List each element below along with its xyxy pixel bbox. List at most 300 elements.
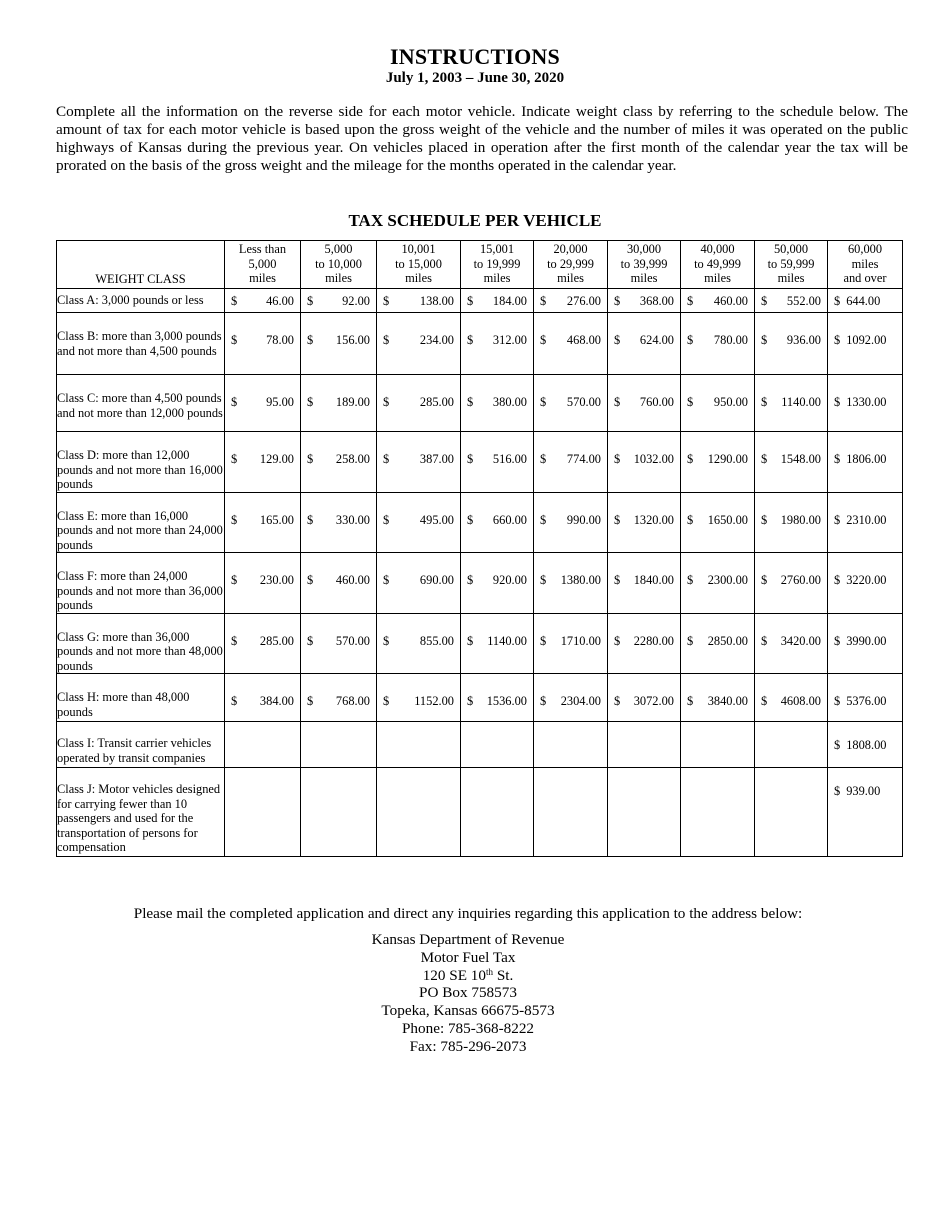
tax-amount: 760.00 bbox=[639, 395, 674, 409]
mileage-header-line: miles bbox=[777, 271, 805, 285]
currency-symbol: $ bbox=[614, 633, 621, 648]
currency-symbol: $ bbox=[231, 333, 238, 347]
tax-cell bbox=[377, 722, 461, 768]
tax-amount: 774.00 bbox=[566, 452, 601, 466]
currency-symbol: $ bbox=[383, 395, 390, 409]
mileage-header-line: 60,000 bbox=[847, 242, 883, 256]
tax-amount: 276.00 bbox=[566, 294, 601, 308]
tax-amount: 1840.00 bbox=[633, 573, 674, 587]
table-row bbox=[57, 432, 903, 493]
mail-notice: Please mail the completed application and direct any inquiries regarding this application to the address below: bbox=[133, 905, 803, 922]
mileage-header-line: miles bbox=[249, 271, 276, 285]
tax-cell bbox=[534, 492, 608, 553]
currency-symbol: $ bbox=[231, 395, 238, 409]
currency-symbol: $ bbox=[687, 694, 694, 708]
mileage-header-line: to 59,999 bbox=[767, 256, 815, 271]
tax-cell bbox=[828, 613, 903, 674]
tax-cell bbox=[534, 613, 608, 674]
tax-cell bbox=[534, 674, 608, 722]
tax-amount: 495.00 bbox=[419, 512, 454, 527]
tax-cell bbox=[301, 375, 377, 432]
weight-class-label bbox=[57, 674, 225, 722]
tax-cell bbox=[755, 613, 828, 674]
mileage-header-line: 5,000 bbox=[324, 242, 353, 256]
tax-amount: 939.00 bbox=[846, 784, 881, 798]
tax-cell bbox=[828, 768, 903, 857]
tax-cell bbox=[377, 674, 461, 722]
tax-amount: 780.00 bbox=[713, 333, 748, 347]
tax-amount: 3420.00 bbox=[780, 633, 821, 648]
tax-amount: 624.00 bbox=[639, 333, 674, 347]
tax-cell bbox=[608, 492, 681, 553]
currency-symbol: $ bbox=[761, 395, 768, 409]
tax-cell bbox=[534, 289, 608, 313]
mileage-header-9 bbox=[828, 241, 903, 289]
weight-class-label bbox=[57, 432, 225, 493]
currency-symbol: $ bbox=[540, 694, 547, 708]
currency-symbol: $ bbox=[383, 452, 390, 466]
weight-class-text: Class A: 3,000 pounds or less bbox=[57, 293, 204, 307]
tax-cell bbox=[534, 722, 608, 768]
currency-symbol: $ bbox=[540, 573, 547, 587]
currency-symbol: $ bbox=[614, 573, 621, 587]
mileage-header-line: Less than bbox=[238, 242, 287, 256]
tax-amount: 285.00 bbox=[419, 395, 454, 409]
weight-class-text: Class F: more than 24,000 pounds and not more than 36,000 pounds bbox=[57, 569, 223, 612]
currency-symbol: $ bbox=[383, 294, 390, 308]
tax-cell bbox=[225, 613, 301, 674]
currency-symbol: $ bbox=[761, 512, 768, 527]
currency-symbol: $ bbox=[231, 512, 238, 527]
currency-symbol: $ bbox=[467, 333, 474, 347]
tax-cell bbox=[681, 613, 755, 674]
currency-symbol: $ bbox=[467, 512, 474, 527]
currency-symbol: $ bbox=[687, 512, 694, 527]
currency-symbol: $ bbox=[834, 738, 841, 752]
currency-symbol: $ bbox=[834, 294, 841, 308]
currency-symbol: $ bbox=[614, 694, 621, 708]
tax-cell bbox=[681, 375, 755, 432]
tax-cell bbox=[377, 289, 461, 313]
tax-amount: 1140.00 bbox=[781, 395, 821, 409]
tax-cell bbox=[681, 553, 755, 614]
tax-cell bbox=[301, 313, 377, 375]
currency-symbol: $ bbox=[834, 395, 841, 409]
table-row bbox=[57, 768, 903, 857]
tax-amount: 570.00 bbox=[566, 395, 601, 409]
currency-symbol: $ bbox=[687, 452, 694, 466]
tax-cell bbox=[681, 768, 755, 857]
tax-cell bbox=[681, 674, 755, 722]
tax-amount: 1290.00 bbox=[707, 452, 748, 466]
tax-amount: 3220.00 bbox=[846, 573, 887, 587]
mileage-header-line: 5,000 bbox=[248, 256, 277, 271]
mileage-header-8 bbox=[755, 241, 828, 289]
tax-cell bbox=[755, 722, 828, 768]
tax-amount: 570.00 bbox=[335, 633, 370, 648]
currency-symbol: $ bbox=[307, 633, 314, 648]
table-row bbox=[57, 492, 903, 553]
tax-cell bbox=[225, 768, 301, 857]
tax-amount: 234.00 bbox=[419, 333, 454, 347]
tax-amount: 384.00 bbox=[259, 694, 294, 708]
tax-amount: 78.00 bbox=[266, 333, 294, 347]
tax-cell bbox=[461, 553, 534, 614]
tax-cell bbox=[377, 313, 461, 375]
tax-cell bbox=[755, 492, 828, 553]
tax-amount: 460.00 bbox=[335, 573, 370, 587]
table-row bbox=[57, 289, 903, 313]
weight-class-label bbox=[57, 313, 225, 375]
tax-cell bbox=[534, 375, 608, 432]
tax-cell bbox=[608, 768, 681, 857]
mileage-header-line: miles bbox=[405, 271, 432, 285]
tax-cell bbox=[755, 289, 828, 313]
currency-symbol: $ bbox=[467, 633, 474, 648]
tax-cell bbox=[534, 768, 608, 857]
weight-class-text: Class I: Transit carrier vehicles operated by transit companies bbox=[57, 736, 212, 765]
tax-cell bbox=[301, 553, 377, 614]
tax-cell bbox=[461, 492, 534, 553]
tax-amount: 1140.00 bbox=[487, 633, 527, 648]
mileage-header-line: to 19,999 bbox=[473, 256, 521, 271]
weight-class-label bbox=[57, 613, 225, 674]
mileage-header-line: and over bbox=[843, 271, 887, 285]
currency-symbol: $ bbox=[761, 694, 768, 708]
currency-symbol: $ bbox=[307, 452, 314, 466]
tax-amount: 1806.00 bbox=[846, 452, 887, 466]
tax-amount: 1092.00 bbox=[846, 333, 887, 347]
tax-cell bbox=[755, 432, 828, 493]
tax-amount: 1650.00 bbox=[707, 512, 748, 527]
tax-cell bbox=[828, 553, 903, 614]
street-number: 120 SE 10 bbox=[422, 966, 486, 984]
tax-cell bbox=[608, 289, 681, 313]
tax-amount: 920.00 bbox=[492, 573, 527, 587]
mileage-header-line: 50,000 bbox=[773, 242, 809, 256]
currency-symbol: $ bbox=[540, 395, 547, 409]
currency-symbol: $ bbox=[614, 294, 621, 308]
tax-cell bbox=[534, 432, 608, 493]
address-line-pobox: PO Box 758573 bbox=[419, 984, 517, 1002]
tax-amount: 1152.00 bbox=[414, 694, 454, 708]
mileage-header-line: 20,000 bbox=[553, 242, 588, 256]
mileage-header-line: to 49,999 bbox=[694, 256, 741, 271]
tax-cell bbox=[301, 289, 377, 313]
tax-cell bbox=[828, 722, 903, 768]
currency-symbol: $ bbox=[761, 294, 768, 308]
table-row bbox=[57, 313, 903, 375]
currency-symbol: $ bbox=[540, 512, 547, 527]
tax-cell bbox=[301, 492, 377, 553]
currency-symbol: $ bbox=[383, 694, 390, 708]
tax-amount: 936.00 bbox=[786, 333, 821, 347]
weight-class-text: Class G: more than 36,000 pounds and not more than 48,000 pounds bbox=[57, 629, 223, 673]
tax-cell bbox=[377, 375, 461, 432]
tax-amount: 380.00 bbox=[492, 395, 527, 409]
tax-amount: 1320.00 bbox=[633, 512, 674, 527]
mileage-header-5 bbox=[534, 241, 608, 289]
tax-cell bbox=[681, 722, 755, 768]
weight-class-text: Class D: more than 12,000 pounds and not more than 16,000 pounds bbox=[57, 448, 223, 491]
weight-class-header: WEIGHT CLASS bbox=[57, 241, 225, 289]
table-row bbox=[57, 375, 903, 432]
tax-amount: 165.00 bbox=[259, 512, 294, 527]
address-line-phone: Phone: 785-368-8222 bbox=[401, 1019, 535, 1037]
mileage-header-line: to 10,000 bbox=[315, 256, 362, 271]
address-line-fax: Fax: 785-296-2073 bbox=[409, 1037, 527, 1055]
tax-cell bbox=[681, 289, 755, 313]
tax-cell bbox=[461, 375, 534, 432]
weight-class-text: Class J: Motor vehicles designed for carrying fewer than 10 passengers and used for the transportation of persons for compensation bbox=[57, 782, 221, 854]
currency-symbol: $ bbox=[687, 333, 694, 347]
mileage-header-line: to 29,999 bbox=[547, 256, 594, 271]
tax-schedule-table bbox=[56, 240, 903, 857]
page-title: INSTRUCTIONS bbox=[390, 44, 560, 69]
tax-amount: 92.00 bbox=[342, 294, 370, 308]
tax-amount: 312.00 bbox=[492, 333, 527, 347]
tax-amount: 3072.00 bbox=[633, 694, 674, 708]
tax-amount: 1548.00 bbox=[780, 452, 821, 466]
tax-amount: 1980.00 bbox=[780, 512, 821, 527]
tax-amount: 2300.00 bbox=[707, 573, 748, 587]
tax-cell bbox=[225, 289, 301, 313]
mileage-header-6 bbox=[608, 241, 681, 289]
mileage-header-4 bbox=[461, 241, 534, 289]
currency-symbol: $ bbox=[307, 694, 314, 708]
tax-cell bbox=[755, 768, 828, 857]
weight-class-text: Class B: more than 3,000 pounds and not more than 4,500 pounds bbox=[57, 329, 222, 358]
currency-symbol: $ bbox=[687, 294, 694, 308]
currency-symbol: $ bbox=[614, 452, 621, 466]
tax-cell bbox=[377, 768, 461, 857]
tax-cell bbox=[301, 722, 377, 768]
tax-cell bbox=[534, 313, 608, 375]
currency-symbol: $ bbox=[540, 333, 547, 347]
tax-amount: 3990.00 bbox=[846, 633, 887, 648]
table-header-row bbox=[57, 241, 903, 289]
mileage-header-line: miles bbox=[325, 271, 352, 285]
tax-cell bbox=[301, 432, 377, 493]
currency-symbol: $ bbox=[231, 452, 238, 466]
tax-cell bbox=[225, 375, 301, 432]
currency-symbol: $ bbox=[614, 395, 621, 409]
tax-cell bbox=[755, 313, 828, 375]
tax-amount: 230.00 bbox=[259, 573, 294, 587]
currency-symbol: $ bbox=[540, 633, 547, 648]
tax-cell bbox=[608, 313, 681, 375]
tax-cell bbox=[461, 289, 534, 313]
currency-symbol: $ bbox=[834, 512, 841, 527]
currency-symbol: $ bbox=[834, 784, 841, 798]
mileage-header-2 bbox=[301, 241, 377, 289]
currency-symbol: $ bbox=[307, 333, 314, 347]
mileage-header-line: miles bbox=[704, 271, 731, 285]
tax-cell bbox=[225, 553, 301, 614]
tax-amount: 156.00 bbox=[335, 333, 370, 347]
tax-amount: 2280.00 bbox=[633, 633, 674, 648]
tax-amount: 2850.00 bbox=[707, 633, 748, 648]
currency-symbol: $ bbox=[687, 395, 694, 409]
tax-cell bbox=[681, 313, 755, 375]
currency-symbol: $ bbox=[383, 333, 390, 347]
tax-amount: 129.00 bbox=[259, 452, 294, 466]
tax-amount: 46.00 bbox=[266, 294, 294, 308]
tax-cell bbox=[377, 432, 461, 493]
tax-cell bbox=[828, 432, 903, 493]
tax-amount: 330.00 bbox=[335, 512, 370, 527]
tax-amount: 368.00 bbox=[639, 294, 674, 308]
table-row bbox=[57, 553, 903, 614]
mileage-header-line: miles bbox=[630, 271, 658, 285]
weight-class-text: Class E: more than 16,000 pounds and not more than 24,000 pounds bbox=[57, 508, 223, 552]
currency-symbol: $ bbox=[307, 395, 314, 409]
weight-class-text: Class H: more than 48,000 pounds bbox=[57, 690, 190, 719]
tax-amount: 516.00 bbox=[492, 452, 527, 466]
mileage-header-line: 15,001 bbox=[479, 242, 515, 256]
tax-cell bbox=[608, 674, 681, 722]
mileage-header-1 bbox=[225, 241, 301, 289]
currency-symbol: $ bbox=[231, 573, 238, 587]
currency-symbol: $ bbox=[307, 294, 314, 308]
currency-symbol: $ bbox=[834, 694, 841, 708]
currency-symbol: $ bbox=[383, 573, 390, 587]
tax-amount: 2310.00 bbox=[846, 512, 887, 527]
tax-cell bbox=[681, 432, 755, 493]
schedule-title: TAX SCHEDULE PER VEHICLE bbox=[348, 211, 602, 230]
tax-amount: 2760.00 bbox=[780, 573, 821, 587]
tax-cell bbox=[755, 375, 828, 432]
tax-cell bbox=[301, 768, 377, 857]
weight-class-label bbox=[57, 768, 225, 857]
tax-cell bbox=[461, 613, 534, 674]
tax-amount: 285.00 bbox=[259, 633, 294, 648]
tax-cell bbox=[225, 492, 301, 553]
tax-amount: 1808.00 bbox=[846, 738, 887, 752]
currency-symbol: $ bbox=[687, 633, 694, 648]
tax-amount: 460.00 bbox=[713, 294, 748, 308]
tax-amount: 1710.00 bbox=[560, 633, 601, 648]
tax-amount: 3840.00 bbox=[707, 694, 748, 708]
currency-symbol: $ bbox=[467, 395, 474, 409]
currency-symbol: $ bbox=[307, 512, 314, 527]
mileage-header-7 bbox=[681, 241, 755, 289]
tax-amount: 690.00 bbox=[419, 573, 454, 587]
tax-cell bbox=[377, 613, 461, 674]
table-row bbox=[57, 674, 903, 722]
currency-symbol: $ bbox=[307, 573, 314, 587]
currency-symbol: $ bbox=[383, 512, 390, 527]
tax-cell bbox=[225, 674, 301, 722]
tax-amount: 552.00 bbox=[786, 294, 821, 308]
currency-symbol: $ bbox=[761, 573, 768, 587]
tax-amount: 2304.00 bbox=[560, 694, 601, 708]
address-line-division: Motor Fuel Tax bbox=[420, 948, 516, 966]
street-ordinal: th bbox=[486, 966, 494, 977]
tax-amount: 387.00 bbox=[419, 452, 454, 466]
tax-cell bbox=[681, 492, 755, 553]
address-line-org: Kansas Department of Revenue bbox=[371, 931, 565, 948]
tax-cell bbox=[461, 674, 534, 722]
mileage-header-3 bbox=[377, 241, 461, 289]
currency-symbol: $ bbox=[467, 452, 474, 466]
tax-cell bbox=[461, 768, 534, 857]
date-range: July 1, 2003 – June 30, 2020 bbox=[385, 70, 565, 86]
tax-amount: 1380.00 bbox=[560, 573, 601, 587]
tax-amount: 950.00 bbox=[713, 395, 748, 409]
currency-symbol: $ bbox=[834, 573, 841, 587]
tax-cell bbox=[608, 722, 681, 768]
currency-symbol: $ bbox=[231, 294, 238, 308]
tax-amount: 768.00 bbox=[335, 694, 370, 708]
tax-cell bbox=[755, 553, 828, 614]
tax-amount: 644.00 bbox=[846, 294, 881, 308]
weight-class-text: Class C: more than 4,500 pounds and not more than 12,000 pounds bbox=[57, 391, 223, 420]
currency-symbol: $ bbox=[687, 573, 694, 587]
tax-cell bbox=[828, 375, 903, 432]
tax-cell bbox=[225, 432, 301, 493]
currency-symbol: $ bbox=[540, 452, 547, 466]
tax-amount: 855.00 bbox=[419, 633, 454, 648]
address-line-city: Topeka, Kansas 66675-8573 bbox=[381, 1002, 555, 1020]
tax-amount: 1536.00 bbox=[486, 694, 527, 708]
mileage-header-line: miles bbox=[557, 271, 584, 285]
weight-class-label bbox=[57, 289, 225, 313]
tax-cell bbox=[828, 492, 903, 553]
street-suffix: St. bbox=[493, 966, 514, 984]
tax-cell bbox=[301, 613, 377, 674]
tax-cell bbox=[225, 722, 301, 768]
mileage-header-line: miles bbox=[851, 256, 879, 271]
tax-cell bbox=[461, 432, 534, 493]
tax-cell bbox=[608, 375, 681, 432]
table-row bbox=[57, 722, 903, 768]
mileage-header-line: to 39,999 bbox=[620, 256, 668, 271]
mileage-header-line: 40,000 bbox=[700, 242, 735, 256]
tax-cell bbox=[377, 553, 461, 614]
tax-amount: 1330.00 bbox=[846, 395, 887, 409]
currency-symbol: $ bbox=[383, 633, 390, 648]
currency-symbol: $ bbox=[614, 333, 621, 347]
weight-class-label bbox=[57, 375, 225, 432]
table-row bbox=[57, 613, 903, 674]
tax-cell bbox=[828, 674, 903, 722]
tax-amount: 1032.00 bbox=[633, 452, 674, 466]
mileage-header-line: 30,000 bbox=[626, 242, 662, 256]
tax-cell bbox=[608, 432, 681, 493]
tax-amount: 4608.00 bbox=[780, 694, 821, 708]
currency-symbol: $ bbox=[834, 333, 841, 347]
mileage-header-line: to 15,000 bbox=[395, 256, 442, 271]
tax-cell bbox=[461, 313, 534, 375]
currency-symbol: $ bbox=[834, 633, 841, 648]
tax-cell bbox=[755, 674, 828, 722]
currency-symbol: $ bbox=[231, 633, 238, 648]
instructions-paragraph: Complete all the information on the reverse side for each motor vehicle. Indicate weight class by referring to the schedule below. The amount of tax for each motor vehicle is based upon the gross weight of the vehicle and the number of miles it was operated on the public highways of Kansas during the previous year. On vehicles placed in operation after the first month of the calendar year the tax will be prorated on the basis of the gross weight and the mileage for the months operated in the calendar year. bbox=[56, 103, 908, 174]
tax-amount: 5376.00 bbox=[846, 694, 887, 708]
tax-amount: 468.00 bbox=[566, 333, 601, 347]
tax-cell bbox=[828, 289, 903, 313]
currency-symbol: $ bbox=[540, 294, 547, 308]
currency-symbol: $ bbox=[761, 452, 768, 466]
tax-cell bbox=[534, 553, 608, 614]
currency-symbol: $ bbox=[467, 294, 474, 308]
currency-symbol: $ bbox=[761, 633, 768, 648]
tax-amount: 184.00 bbox=[492, 294, 527, 308]
currency-symbol: $ bbox=[761, 333, 768, 347]
address-line-street bbox=[0, 967, 936, 985]
mileage-header-line: miles bbox=[483, 271, 511, 285]
